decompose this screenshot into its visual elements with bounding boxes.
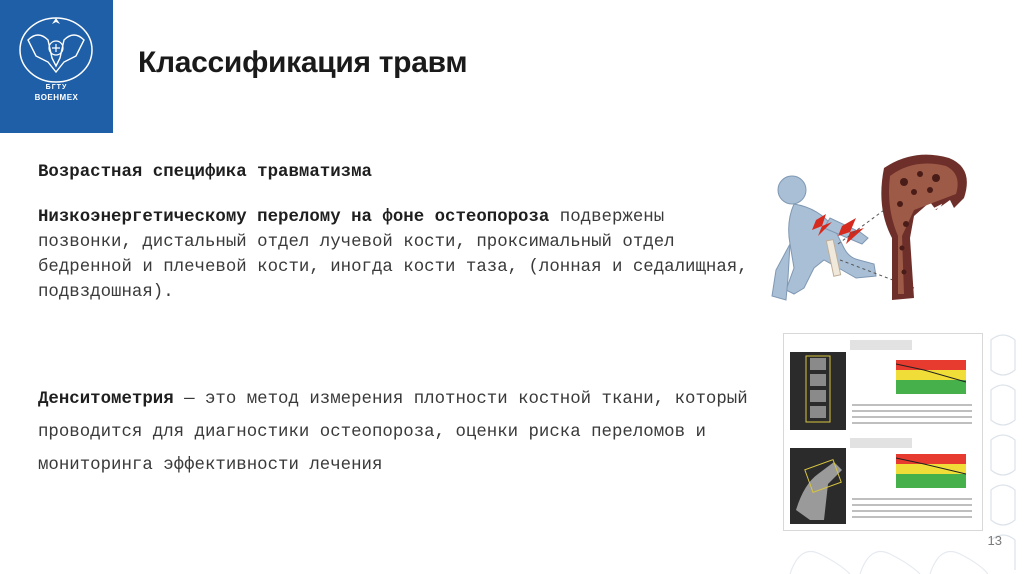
- densitometry-report-image: [783, 333, 983, 531]
- eagle-emblem-icon: [14, 10, 99, 85]
- logo-line1: БГТУ: [45, 84, 68, 91]
- hip-fracture-illustration: [764, 148, 984, 313]
- page-title: Классификация травм: [138, 46, 468, 79]
- university-logo: [0, 0, 113, 133]
- page-number: 13: [987, 533, 1002, 548]
- logo-line2: ВОЕНМЕХ: [34, 93, 79, 102]
- paragraph-densitometry-bold: Денситометрия: [38, 390, 174, 409]
- paragraph-fractures: [38, 205, 758, 305]
- densitometry-report-graphic: [784, 334, 982, 530]
- paragraph-densitometry: [38, 383, 758, 482]
- decorative-pattern-bottom: [780, 524, 990, 574]
- paragraph-fractures-text: подвержены позвонки, дистальный отдел лучевой кости, проксимальный отдел бедренной и плечевой кости, иногда кости таза, (лонная и седалищная, подвздошная).: [38, 208, 748, 302]
- section-subtitle: Возрастная специфика травматизма: [38, 163, 372, 182]
- paragraph-densitometry-text: — это метод измерения плотности костной ткани, который проводится для диагностики остеопороза, оценки риска переломов и мониторинга эффективности лечения: [38, 390, 748, 475]
- paragraph-fractures-bold: Низкоэнергетическому перелому на фоне остеопороза: [38, 208, 550, 227]
